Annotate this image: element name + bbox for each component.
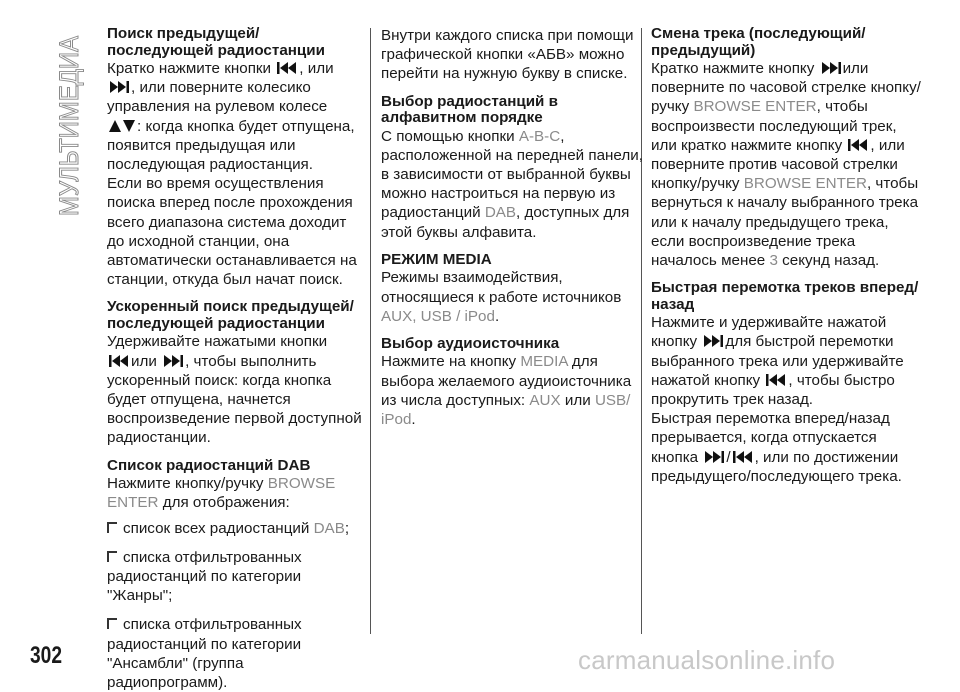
paragraph-alphabetical: С помощью кнопки A-B-C, расположенной на передней панели, в зависимости от выбранной буквы можно настроиться на первую из радиостанций DAB, доступных для этой буквы алфавита. — [381, 127, 643, 241]
next-track-icon — [704, 451, 724, 463]
section-side-title — [40, 20, 90, 220]
list-item-ensembles: списка отфильтрованных радиостанций по категории "Ансамбли" (группа радиопрограмм). — [107, 616, 302, 691]
section-side-title-text: МУЛЬТИМЕДИА — [54, 20, 84, 216]
column-divider-1 — [370, 28, 371, 634]
paragraph-track-change: Кратко нажмите кнопку или поверните по часовой стрелке кнопку/ручку BROWSE ENTER, чтобы воспроизвести последующий трек, или кратко нажмите кнопку , или поверните против часовой стрелки кнопку/ручку BROWSE ENTER, чтобы вернуться к началу выбранного трека или к началу предыдущего трека, если воспроизведение трека началось менее 3 секунд назад. — [651, 60, 921, 270]
previous-track-icon — [733, 451, 753, 463]
previous-track-icon — [277, 62, 297, 74]
heading-dab-list: Список радиостанций DAB — [107, 456, 311, 474]
watermark: carmanualsonline.info — [578, 645, 836, 675]
heading-fast-search: Ускоренный поиск предыдущей/последующей радиостанции — [107, 298, 354, 332]
column-2 — [381, 26, 643, 439]
paragraph-search-wrap: Если во время осуществления поиска вперед после прохождения всего диапазона система доходит до исходной станции, она автоматически останавливается на станции, откуда был начат поиск. — [107, 175, 357, 289]
paragraph-dab-list: Нажмите кнопку/ручку BROWSE ENTER для отображения: — [107, 475, 336, 512]
checkbox-bullet-icon — [107, 551, 117, 562]
checkbox-bullet-icon — [107, 618, 117, 629]
up-down-arrows-icon — [109, 120, 135, 132]
next-track-icon — [163, 355, 183, 367]
heading-fast-forward: Быстрая перемотка треков вперед/назад — [651, 279, 919, 313]
column-1 — [107, 26, 365, 692]
heading-track-change: Смена трека (последующий/ предыдущий) — [651, 25, 866, 59]
previous-track-icon — [766, 374, 786, 386]
previous-track-icon — [848, 139, 868, 151]
list-item-all-dab: список всех радиостанций DAB; — [107, 519, 365, 538]
column-3 — [651, 26, 921, 496]
heading-alphabetical: Выбор радиостанций в алфавитном порядке — [381, 92, 558, 127]
paragraph-audio-source: Нажмите на кнопку MEDIA для выбора желаемого аудиоисточника из числа доступных: AUX или USB/ iPod. — [381, 353, 632, 429]
paragraph-media-mode: Режимы взаимодействия, относящиеся к работе источников AUX, USB / iPod. — [381, 269, 622, 325]
next-track-icon — [703, 335, 723, 347]
list-item-genres: списка отфильтрованных радиостанций по категории "Жанры"; — [107, 548, 302, 605]
paragraph-fast-forward: Нажмите и удерживайте нажатой кнопку для быстрой перемотки выбранного трека или удерживайте нажатой кнопку , чтобы быстро прокрутить трек назад. — [651, 314, 904, 409]
heading-audio-source: Выбор аудиоисточника — [381, 334, 560, 352]
next-track-icon — [821, 62, 841, 74]
paragraph-abc-button: Внутри каждого списка при помощи графической кнопки «АБВ» можно перейти на нужную букву в списке. — [381, 27, 634, 83]
paragraph-fast-forward-stop: Быстрая перемотка вперед/назад прерывается, когда отпускается кнопка / , или по достижении предыдущего/последующего трека. — [651, 410, 902, 485]
heading-prev-next-station: Поиск предыдущей/последующей радиостанции — [107, 25, 325, 59]
heading-media-mode: РЕЖИМ MEDIA — [381, 250, 492, 268]
page-number: 302 — [30, 642, 63, 669]
checkbox-bullet-icon — [107, 522, 117, 533]
paragraph-prev-next-station: Кратко нажмите кнопки , или , или поверните колесико управления на рулевом колесе : когда кнопка будет отпущена, появится предыдущая или последующая радиостанция. — [107, 60, 355, 174]
paragraph-fast-search: Удерживайте нажатыми кнопки или , чтобы выполнить ускоренный поиск: когда кнопка будет отпущена, начнется воспроизведение первой доступной радиостанции. — [107, 333, 362, 447]
next-track-icon — [109, 81, 129, 93]
previous-track-icon — [109, 355, 129, 367]
